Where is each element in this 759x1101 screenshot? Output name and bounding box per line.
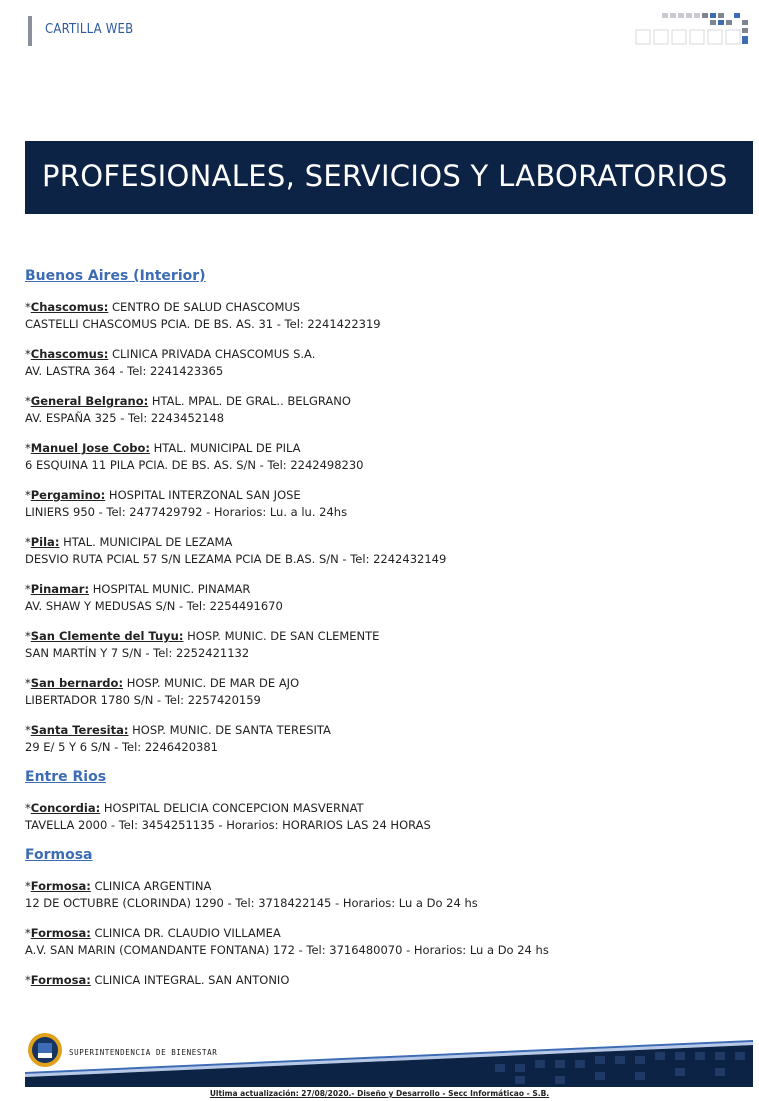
provider-entry	[25, 800, 745, 834]
provider-name-line: *Manuel Jose Cobo: HTAL. MUNICIPAL DE PILA	[25, 441, 301, 455]
provider-name: HOSP. MUNIC. DE MAR DE AJO	[126, 676, 300, 690]
provider-entry	[25, 628, 745, 662]
provider-address: 12 DE OCTUBRE (CLORINDA) 1290 - Tel: 3718422145 - Horarios: Lu a Do 24 hs	[25, 896, 478, 910]
provider-entry	[25, 581, 745, 615]
provider-city: General Belgrano:	[30, 394, 149, 408]
provider-entry	[25, 487, 745, 521]
provider-name-line: *Concordia: HOSPITAL DELICIA CONCEPCION MASVERNAT	[25, 801, 364, 815]
provider-city: Chascomus:	[30, 347, 109, 361]
provider-entry	[25, 346, 745, 380]
provider-address: DESVIO RUTA PCIAL 57 S/N LEZAMA PCIA DE B.AS. S/N - Tel: 2242432149	[25, 552, 447, 566]
region-heading: Entre Rios	[25, 769, 107, 785]
provider-entry	[25, 393, 745, 427]
provider-name-line: *Pergamino: HOSPITAL INTERZONAL SAN JOSE	[25, 488, 301, 502]
provider-city: Santa Teresita:	[30, 723, 129, 737]
footer-graphic	[25, 1030, 753, 1087]
provider-address: AV. SHAW Y MEDUSAS S/N - Tel: 2254491670	[25, 599, 283, 613]
provider-name-line: *General Belgrano: HTAL. MPAL. DE GRAL.. BELGRANO	[25, 394, 351, 408]
provider-city: Chascomus:	[30, 300, 109, 314]
provider-city: Formosa:	[30, 879, 91, 893]
provider-name: CENTRO DE SALUD CHASCOMUS	[111, 300, 301, 314]
region-heading: Formosa	[25, 847, 93, 863]
region-heading: Buenos Aires (Interior)	[25, 268, 206, 284]
provider-name: CLINICA PRIVADA CHASCOMUS S.A.	[111, 347, 316, 361]
provider-address: AV. LASTRA 364 - Tel: 2241423365	[25, 364, 224, 378]
header-title: CARTILLA WEB	[45, 22, 134, 37]
provider-name-line: *Pila: HTAL. MUNICIPAL DE LEZAMA	[25, 535, 233, 549]
provider-address: SAN MARTÍN Y 7 S/N - Tel: 2252421132	[25, 646, 250, 660]
provider-name: HTAL. MUNICIPAL DE PILA	[153, 441, 301, 455]
provider-name: CLINICA ARGENTINA	[94, 879, 212, 893]
provider-address: 6 ESQUINA 11 PILA PCIA. DE BS. AS. S/N - Tel: 2242498230	[25, 458, 364, 472]
provider-name: CLINICA DR. CLAUDIO VILLAMEA	[94, 926, 281, 940]
provider-name-line: *Santa Teresita: HOSP. MUNIC. DE SANTA TERESITA	[25, 723, 331, 737]
section-banner	[25, 141, 753, 214]
last-updated-note: Ultima actualización: 27/08/2020.- Diseño y Desarrollo - Secc Informáticao - S.B.	[209, 1089, 550, 1098]
provider-city: Pila:	[30, 535, 60, 549]
provider-name: CLINICA INTEGRAL. SAN ANTONIO	[94, 973, 290, 987]
provider-city: Formosa:	[30, 973, 91, 987]
provider-entry	[25, 299, 745, 333]
provider-entry	[25, 440, 745, 474]
provider-address: LINIERS 950 - Tel: 2477429792 - Horarios: Lu. a lu. 24hs	[25, 505, 348, 519]
provider-name-line: *Formosa: CLINICA INTEGRAL. SAN ANTONIO	[25, 973, 290, 987]
provider-entry	[25, 534, 745, 568]
provider-name: HOSP. MUNIC. DE SAN CLEMENTE	[187, 629, 380, 643]
provider-address: AV. ESPAÑA 325 - Tel: 2243452148	[25, 411, 225, 425]
page-title: PROFESIONALES, SERVICIOS Y LABORATORIOS	[42, 159, 728, 193]
provider-address: TAVELLA 2000 - Tel: 3454251135 - Horarios: HORARIOS LAS 24 HORAS	[25, 818, 431, 832]
provider-address: LIBERTADOR 1780 S/N - Tel: 2257420159	[25, 693, 261, 707]
provider-city: Pinamar:	[30, 582, 90, 596]
pixel-decoration-icon	[634, 10, 754, 48]
provider-address: CASTELLI CHASCOMUS PCIA. DE BS. AS. 31 - Tel: 2241422319	[25, 317, 381, 331]
emblem-icon	[28, 1033, 62, 1067]
provider-entry	[25, 972, 745, 989]
provider-entry	[25, 722, 745, 756]
provider-city: San Clemente del Tuyu:	[30, 629, 184, 643]
provider-address: 29 E/ 5 Y 6 S/N - Tel: 2246420381	[25, 740, 218, 754]
footer-band	[25, 1030, 753, 1087]
provider-name: HOSPITAL MUNIC. PINAMAR	[92, 582, 251, 596]
provider-name-line: *Formosa: CLINICA DR. CLAUDIO VILLAMEA	[25, 926, 281, 940]
provider-name-line: *Chascomus: CENTRO DE SALUD CHASCOMUS	[25, 300, 301, 314]
organization-name: SUPERINTENDENCIA DE BIENESTAR	[69, 1048, 218, 1057]
provider-name-line: *Pinamar: HOSPITAL MUNIC. PINAMAR	[25, 582, 251, 596]
provider-name-line: *San Clemente del Tuyu: HOSP. MUNIC. DE SAN CLEMENTE	[25, 629, 380, 643]
provider-name: HTAL. MUNICIPAL DE LEZAMA	[63, 535, 233, 549]
provider-entry	[25, 675, 745, 709]
provider-list	[25, 268, 745, 1002]
provider-name-line: *Formosa: CLINICA ARGENTINA	[25, 879, 212, 893]
provider-city: San bernardo:	[30, 676, 124, 690]
provider-name: HOSPITAL INTERZONAL SAN JOSE	[108, 488, 301, 502]
provider-name: HOSPITAL DELICIA CONCEPCION MASVERNAT	[103, 801, 364, 815]
provider-entry	[25, 925, 745, 959]
provider-city: Formosa:	[30, 926, 91, 940]
provider-address: A.V. SAN MARIN (COMANDANTE FONTANA) 172 - Tel: 3716480070 - Horarios: Lu a Do 24 hs	[25, 943, 549, 957]
provider-entry	[25, 878, 745, 912]
provider-city: Concordia:	[30, 801, 101, 815]
header-accent-bar	[28, 16, 32, 46]
provider-name: HOSP. MUNIC. DE SANTA TERESITA	[132, 723, 331, 737]
provider-name-line: *Chascomus: CLINICA PRIVADA CHASCOMUS S.A.	[25, 347, 316, 361]
provider-name-line: *San bernardo: HOSP. MUNIC. DE MAR DE AJO	[25, 676, 300, 690]
provider-name: HTAL. MPAL. DE GRAL.. BELGRANO	[151, 394, 351, 408]
provider-city: Pergamino:	[30, 488, 106, 502]
provider-city: Manuel Jose Cobo:	[30, 441, 150, 455]
